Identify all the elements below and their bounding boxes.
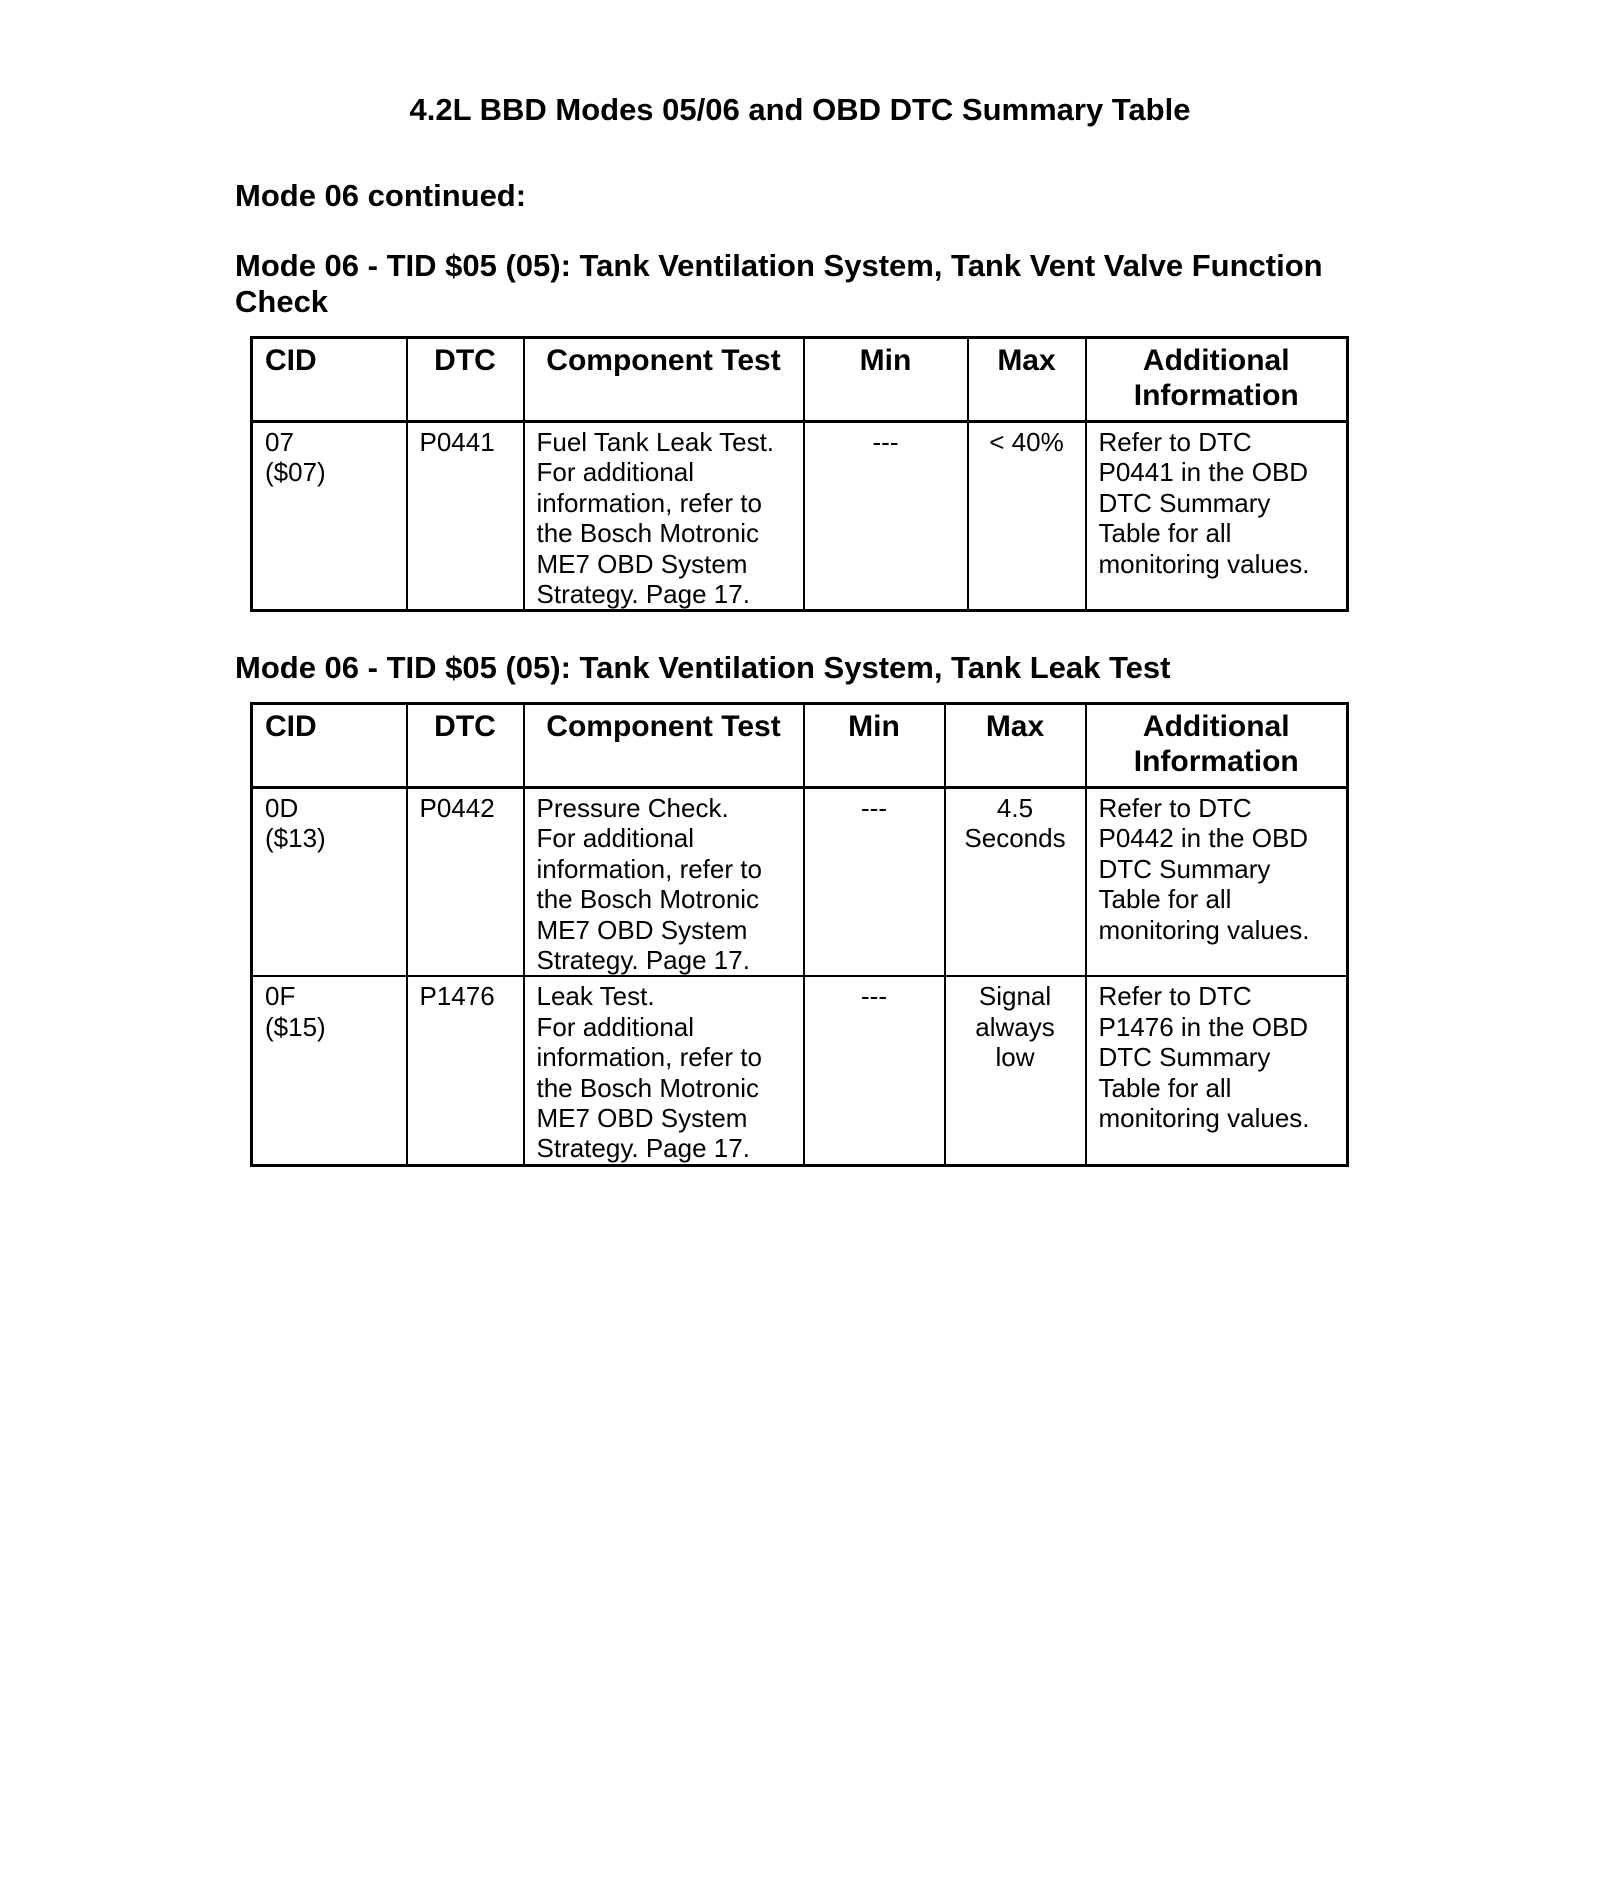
header-component-test: Component Test xyxy=(524,704,804,788)
table-row xyxy=(252,422,1348,611)
cell-component-test: Leak Test. For additional information, refer to the Bosch Motronic ME7 OBD System Strategy. Page 17. xyxy=(524,976,804,1165)
tank-vent-valve-table xyxy=(250,336,1349,612)
header-dtc: DTC xyxy=(407,338,524,422)
cell-cid: 0F ($15) xyxy=(252,976,407,1165)
cell-max: < 40% xyxy=(968,422,1086,611)
header-min: Min xyxy=(804,704,945,788)
mode-06-continued-heading: Mode 06 continued: xyxy=(235,178,527,213)
cell-max: Signal always low xyxy=(945,976,1086,1165)
cell-dtc: P0441 xyxy=(407,422,524,611)
table-header-row xyxy=(252,338,1348,422)
cell-component-test: Pressure Check. For additional information, refer to the Bosch Motronic ME7 OBD System Strategy. Page 17. xyxy=(524,788,804,977)
header-component-test: Component Test xyxy=(524,338,804,422)
cell-additional-information: Refer to DTC P0442 in the OBD DTC Summary Table for all monitoring values. xyxy=(1086,788,1348,977)
cell-min: --- xyxy=(804,976,945,1165)
cell-component-test: Fuel Tank Leak Test. For additional information, refer to the Bosch Motronic ME7 OBD System Strategy. Page 17. xyxy=(524,422,804,611)
cell-dtc: P1476 xyxy=(407,976,524,1165)
table-header-row xyxy=(252,704,1348,788)
cell-cid: 0D ($13) xyxy=(252,788,407,977)
cell-max: 4.5 Seconds xyxy=(945,788,1086,977)
header-min: Min xyxy=(804,338,968,422)
cell-min: --- xyxy=(804,788,945,977)
header-additional-information: Additional Information xyxy=(1086,338,1348,422)
section-2-heading: Mode 06 - TID $05 (05): Tank Ventilation System, Tank Leak Test xyxy=(235,650,1171,685)
header-cid: CID xyxy=(252,704,407,788)
table-row xyxy=(252,788,1348,977)
header-dtc: DTC xyxy=(407,704,524,788)
page-title: 4.2L BBD Modes 05/06 and OBD DTC Summary Table xyxy=(409,92,1191,127)
cell-dtc: P0442 xyxy=(407,788,524,977)
table-row xyxy=(252,976,1348,1165)
section-1-heading: Mode 06 - TID $05 (05): Tank Ventilation System, Tank Vent Valve Function Check xyxy=(235,248,1323,319)
header-max: Max xyxy=(945,704,1086,788)
header-max: Max xyxy=(968,338,1086,422)
header-additional-information: Additional Information xyxy=(1086,704,1348,788)
cell-additional-information: Refer to DTC P0441 in the OBD DTC Summary Table for all monitoring values. xyxy=(1086,422,1348,611)
tank-leak-test-table xyxy=(250,702,1349,1167)
cell-cid: 07 ($07) xyxy=(252,422,407,611)
header-cid: CID xyxy=(252,338,407,422)
cell-min: --- xyxy=(804,422,968,611)
cell-additional-information: Refer to DTC P1476 in the OBD DTC Summary Table for all monitoring values. xyxy=(1086,976,1348,1165)
